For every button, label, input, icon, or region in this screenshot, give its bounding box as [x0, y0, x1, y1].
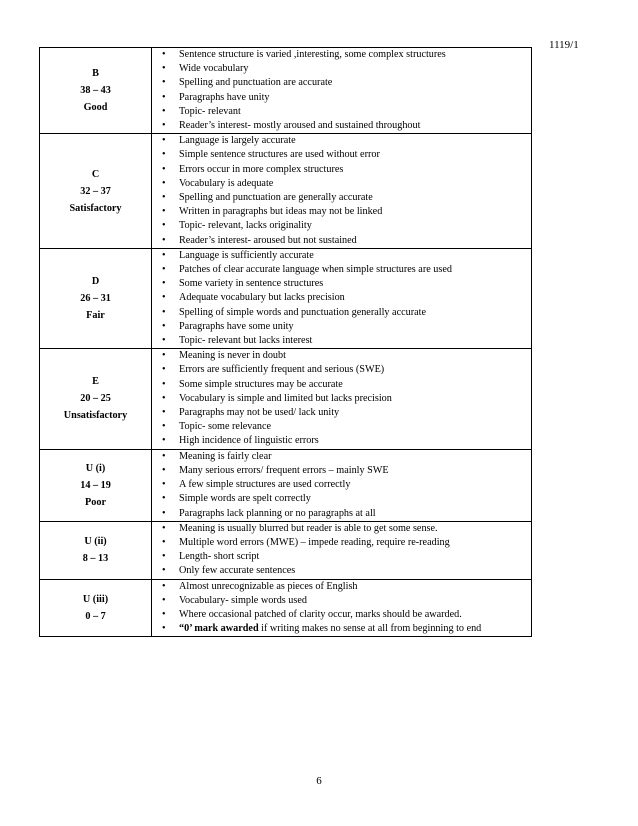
criteria-item: • Errors occur in more complex structures [152, 163, 531, 177]
grade-label: Poor [85, 496, 106, 508]
grade-label: Good [83, 102, 108, 114]
grade-range: 0 – 7 [85, 610, 106, 622]
criteria-item: • High incidence of linguistic errors [152, 434, 531, 448]
criteria-item: • Meaning is never in doubt [152, 349, 531, 363]
grade-range: 32 – 37 [80, 185, 111, 197]
criteria-item: • Some variety in sentence structures [152, 277, 531, 291]
criteria-list [152, 522, 531, 579]
grade-range: 38 – 43 [80, 85, 111, 97]
grade-grade: E [92, 376, 99, 388]
criteria-item: • Simple sentence structures are used without error [152, 148, 531, 162]
criteria-cell [152, 134, 532, 249]
criteria-item: • Vocabulary- simple words used [152, 594, 531, 608]
criteria-item: • Language is sufficiently accurate [152, 249, 531, 263]
grade-label: Fair [86, 310, 105, 322]
grade-cell [40, 248, 152, 348]
criteria-item: • Vocabulary is simple and limited but lacks precision [152, 392, 531, 406]
criteria-item: • Paragraphs may not be used/ lack unity [152, 406, 531, 420]
grade-row [40, 349, 532, 449]
criteria-item [152, 622, 531, 636]
criteria-item: • Vocabulary is adequate [152, 177, 531, 191]
criteria-cell [152, 48, 532, 134]
criteria-item: • A few simple structures are used correctly [152, 478, 531, 492]
grade-range: 14 – 19 [80, 479, 111, 491]
criteria-item: • Almost unrecognizable as pieces of English [152, 580, 531, 594]
criteria-item: • Spelling of simple words and punctuation generally accurate [152, 306, 531, 320]
grade-grade: B [92, 68, 99, 80]
criteria-list [152, 349, 531, 448]
grade-range: 8 – 13 [82, 553, 109, 565]
grade-grade: U (i) [85, 462, 106, 474]
criteria-item: • Only few accurate sentences [152, 564, 531, 578]
grade-range: 26 – 31 [80, 293, 111, 305]
criteria-item: • Reader’s interest- aroused but not sustained [152, 234, 531, 248]
grade-cell [40, 48, 152, 134]
criteria-item: • Topic- some relevance [152, 420, 531, 434]
criteria-item: • Multiple word errors (MWE) – impede reading, require re-reading [152, 536, 531, 550]
criteria-bold-lead: “0’ mark awarded [179, 623, 259, 635]
grade-cell [40, 521, 152, 579]
criteria-item: • Length- short script [152, 550, 531, 564]
criteria-list [152, 249, 531, 348]
criteria-item: • Meaning is fairly clear [152, 450, 531, 464]
criteria-item: • Written in paragraphs but ideas may not be linked [152, 205, 531, 219]
grade-cell [40, 579, 152, 637]
grading-table-body [40, 48, 532, 637]
criteria-list [152, 580, 531, 637]
grading-table [39, 47, 532, 637]
criteria-item: • Simple words are spelt correctly [152, 492, 531, 506]
criteria-item: • Paragraphs have some unity [152, 320, 531, 334]
criteria-item: • Meaning is usually blurred but reader is able to get some sense. [152, 522, 531, 536]
grade-row [40, 248, 532, 348]
criteria-cell [152, 521, 532, 579]
criteria-item: • Spelling and punctuation are generally accurate [152, 191, 531, 205]
criteria-item: • Adequate vocabulary but lacks precision [152, 291, 531, 305]
grade-row [40, 48, 532, 134]
criteria-item: • Topic- relevant [152, 105, 531, 119]
criteria-list [152, 134, 531, 248]
grade-label: Unsatisfactory [63, 410, 128, 422]
criteria-item: • Spelling and punctuation are accurate [152, 76, 531, 90]
grade-row [40, 521, 532, 579]
grade-cell [40, 449, 152, 521]
paper-code: 1119/1 [549, 39, 579, 51]
criteria-item: • Patches of clear accurate language when simple structures are used [152, 263, 531, 277]
grade-row [40, 134, 532, 249]
grade-cell [40, 134, 152, 249]
grade-row [40, 449, 532, 521]
grade-grade: U (iii) [82, 593, 109, 605]
criteria-item: • Topic- relevant, lacks originality [152, 219, 531, 233]
criteria-cell [152, 248, 532, 348]
criteria-item: • Errors are sufficiently frequent and serious (SWE) [152, 363, 531, 377]
criteria-list [152, 450, 531, 521]
criteria-item: • Reader’s interest- mostly aroused and sustained throughout [152, 119, 531, 133]
criteria-cell [152, 579, 532, 637]
grade-grade: D [91, 276, 100, 288]
criteria-list [152, 48, 531, 133]
criteria-item: • Some simple structures may be accurate [152, 378, 531, 392]
criteria-item: • Where occasional patched of clarity occur, marks should be awarded. [152, 608, 531, 622]
criteria-item: • Wide vocabulary [152, 62, 531, 76]
criteria-item: • Topic- relevant but lacks interest [152, 334, 531, 348]
grade-grade: U (ii) [84, 536, 107, 548]
grade-grade: C [91, 168, 100, 180]
criteria-item: • Paragraphs have unity [152, 91, 531, 105]
criteria-cell [152, 449, 532, 521]
grade-label: Satisfactory [69, 202, 122, 214]
criteria-item: • Language is largely accurate [152, 134, 531, 148]
criteria-item: • Many serious errors/ frequent errors – mainly SWE [152, 464, 531, 478]
criteria-cell [152, 349, 532, 449]
criteria-rest: if writing makes no sense at all from beginning to end [258, 623, 482, 635]
criteria-item: • Sentence structure is varied ,interesting, some complex structures [152, 48, 531, 62]
grade-row [40, 579, 532, 637]
criteria-item: • Paragraphs lack planning or no paragraphs at all [152, 507, 531, 521]
page-number: 6 [316, 775, 322, 787]
grade-range: 20 – 25 [80, 393, 111, 405]
grade-cell [40, 349, 152, 449]
